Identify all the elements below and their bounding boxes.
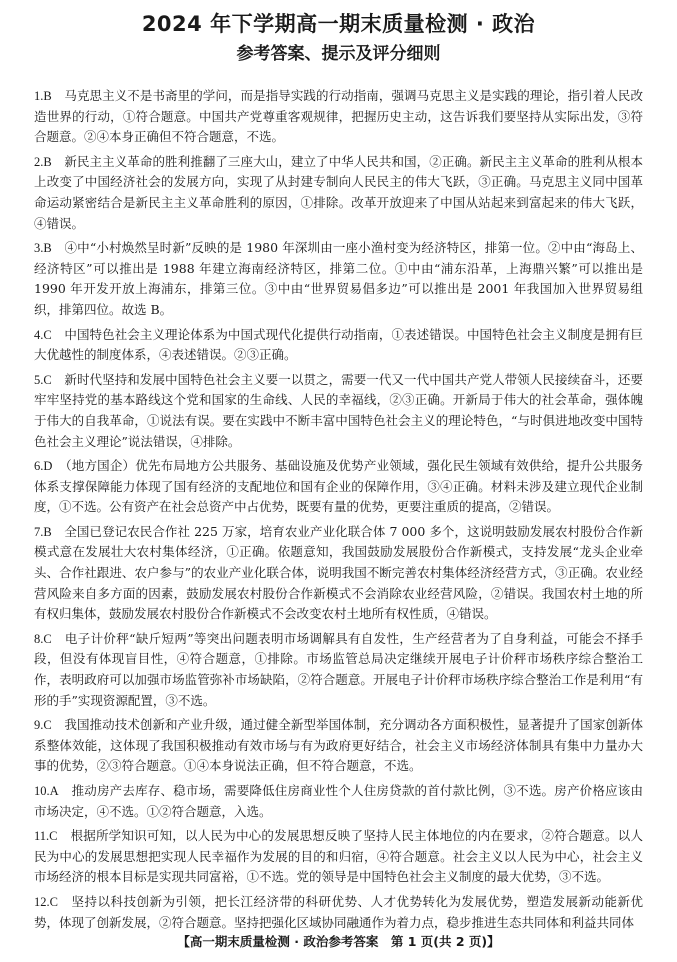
answer-item-9	[34, 715, 643, 777]
answer-explanation: 推动房产去库存、稳市场，需要降低住房商业性个人住房贷款的首付款比例，③不选。房产价格应该由市场决定，④不选。①②符合题意，入选。	[34, 783, 643, 819]
answer-number: 7.	[34, 524, 44, 539]
answer-number: 2.	[34, 154, 44, 169]
answer-explanation: 新民主主义革命的胜利推翻了三座大山，建立了中华人民共和国，②正确。新民主主义革命的胜利从根本上改变了中国经济社会的发展方向，实现了从封建专制向人民民主的伟大飞跃，③正确。马克思主义同中国革命运动紧密结合是新民主主义革命胜利的原因，①排除。改革开放迎来了中国从站起来到富起来的伟大飞跃，④错误。	[34, 153, 643, 231]
answer-explanation: 全国已登记农民合作社 225 万家，培育农业产业化联合体 7 000 多个，这说明鼓励发展农村股份合作新模式意在发展壮大农村集体经济，①正确。依题意知，我国鼓励发展股份合作新模式，支持发展“龙头企业牵头、合作社跟进、农户参与”的农业产业化联合体，说明我国不断完善农村集体经济经营方式，③正确。农业经营风险来自多方面的因素，鼓励发展农村股份合作新模式不会消除农业经营风险，②错误。我国农村土地的所有权归集体，鼓励发展农村股份合作新模式不会改变农村土地所有权性质，④错误。	[34, 523, 643, 622]
page-subtitle: 参考答案、提示及评分细则	[236, 44, 441, 64]
answer-item-1	[34, 86, 643, 148]
answer-key: C	[43, 631, 52, 646]
answer-item-7	[34, 522, 643, 625]
answer-explanation: 坚持以科技创新为引领，把长江经济带的科研优势、人才优势转化为发展优势，塑造发展新动能新优势，体现了创新发展，②符合题意。坚持把强化区域协同融通作为着力点，稳步推进生态共同体和利益共同体	[34, 893, 643, 930]
answer-item-2	[34, 152, 643, 234]
answer-number: 6.	[34, 459, 44, 474]
answer-key: C	[43, 718, 52, 733]
answer-number: 4.	[34, 327, 44, 342]
answer-item-10	[34, 781, 643, 822]
answer-key: C	[43, 372, 52, 387]
answer-number: 1.	[34, 89, 44, 103]
answer-explanation: （地方国企）优先布局地方公共服务、基础设施及优势产业领域，强化民生领域有效供给，提升公共服务体系支撑保障能力体现了国有经济的支配地位和国有企业的保障作用，③④正确。材料未涉及建立现代企业制度，①不选。公有资产在社会总资产中占优势，既要有量的优势，更要注重质的提高，②错误。	[34, 458, 643, 515]
answer-explanation: 新时代坚持和发展中国特色社会主义要一以贯之，需要一代又一代中国共产党人带领人民接续奋斗，还要牢牢坚持党的基本路线这个党和国家的生命线、人民的幸福线，②③正确。开新局于伟大的社会革命，强体魄于伟大的自我革命，①说法有误。要在实践中不断丰富中国特色社会主义的理论特色，“与时俱进地改变中国特色社会主义理论”说法错误，④排除。	[34, 371, 643, 449]
answer-item-8	[34, 629, 643, 711]
answer-explanation: 中国特色社会主义理论体系为中国式现代化提供行动指南，①表述错误。中国特色社会主义制度是拥有巨大优越性的制度体系，④表述错误。②③正确。	[34, 326, 643, 363]
answer-number: 8.	[34, 631, 44, 646]
answer-item-11	[34, 826, 643, 888]
answer-list	[34, 86, 643, 933]
answer-number: 5.	[34, 372, 44, 387]
answer-key: C	[49, 829, 58, 844]
answer-key: B	[43, 89, 52, 103]
answer-explanation: 根据所学知识可知，以人民为中心的发展思想反映了坚持人民主体地位的内在要求，②符合题意。以人民为中心的发展思想把实现人民幸福作为发展的目的和归宿，④符合题意。社会主义以人民为中心，社会主义市场经济的根本目标是实现共同富裕，①不选。党的领导是中国特色社会主义制度的最大优势，③不选。	[34, 828, 643, 885]
answer-item-6	[34, 456, 643, 518]
answer-explanation: 电子计价秤“缺斤短两”等突出问题表明市场调解具有自发性，生产经营者为了自身利益，可能会不择手段，但没有体现盲目性，④符合题意，①排除。市场监管总局决定继续开展电子计价秤市场秩序综合整治工作，表明政府可以加强市场监管弥补市场缺陷，②符合题意。开展电子计价秤市场秩序综合整治工作是利用“有形的手”实现资源配置，③不选。	[34, 630, 643, 708]
page-title: 2024 年下学期高一期末质量检测 · 政治	[141, 12, 536, 36]
answer-key: C	[49, 894, 58, 909]
answer-item-4	[34, 325, 643, 366]
answer-item-12	[34, 892, 643, 933]
answer-number: 3.	[34, 241, 44, 256]
answer-number: 10.	[34, 784, 50, 798]
page-footer: 【高一期末质量检测 · 政治参考答案 第 1 页(共 2 页)】	[177, 934, 500, 949]
answer-item-3	[34, 238, 643, 320]
answer-explanation: 马克思主义不是书斋里的学问，而是指导实践的行动指南，强调马克思主义是实践的理论，指引着人民改造世界的行动，①符合题意。中国共产党尊重客观规律，把握历史主动，这告诉我们要坚持从实际出发，③符合题意。②④本身正确但不符合题意，不选。	[34, 88, 643, 145]
answer-explanation: 我国推动技术创新和产业升级，通过健全新型举国体制，充分调动各方面积极性，显著提升了国家创新体系整体效能，这体现了我国积极推动有效市场与有为政府更好结合，社会主义市场经济体制具有集中力量办大事的优势，②③符合题意。①④本身说法正确，但不符合题意，不选。	[34, 717, 643, 774]
answer-key: B	[43, 154, 52, 169]
answer-item-5	[34, 370, 643, 452]
answer-key: B	[43, 524, 52, 539]
answer-explanation: ④中“小村焕然呈时新”反映的是 1980 年深圳由一座小渔村变为经济特区，排第一位。②中由“海岛上、经济特区”可以推出是 1988 年建立海南经济特区，排第二位。①中由“浦东沿革，上海鼎兴繁”可以推出是 1990 年开发开放上海浦东，排第三位。③中由“世界贸易倡多边”可以推出是 2001 年我国加入世界贸易组织，排第四位。故选 B。	[34, 240, 643, 317]
answer-key: C	[43, 327, 52, 342]
answer-key: A	[49, 784, 59, 798]
answer-number: 12.	[34, 894, 50, 909]
answer-number: 11.	[34, 829, 50, 844]
answer-key: D	[43, 459, 53, 474]
answer-number: 9.	[34, 718, 44, 733]
answer-key: B	[43, 241, 52, 256]
